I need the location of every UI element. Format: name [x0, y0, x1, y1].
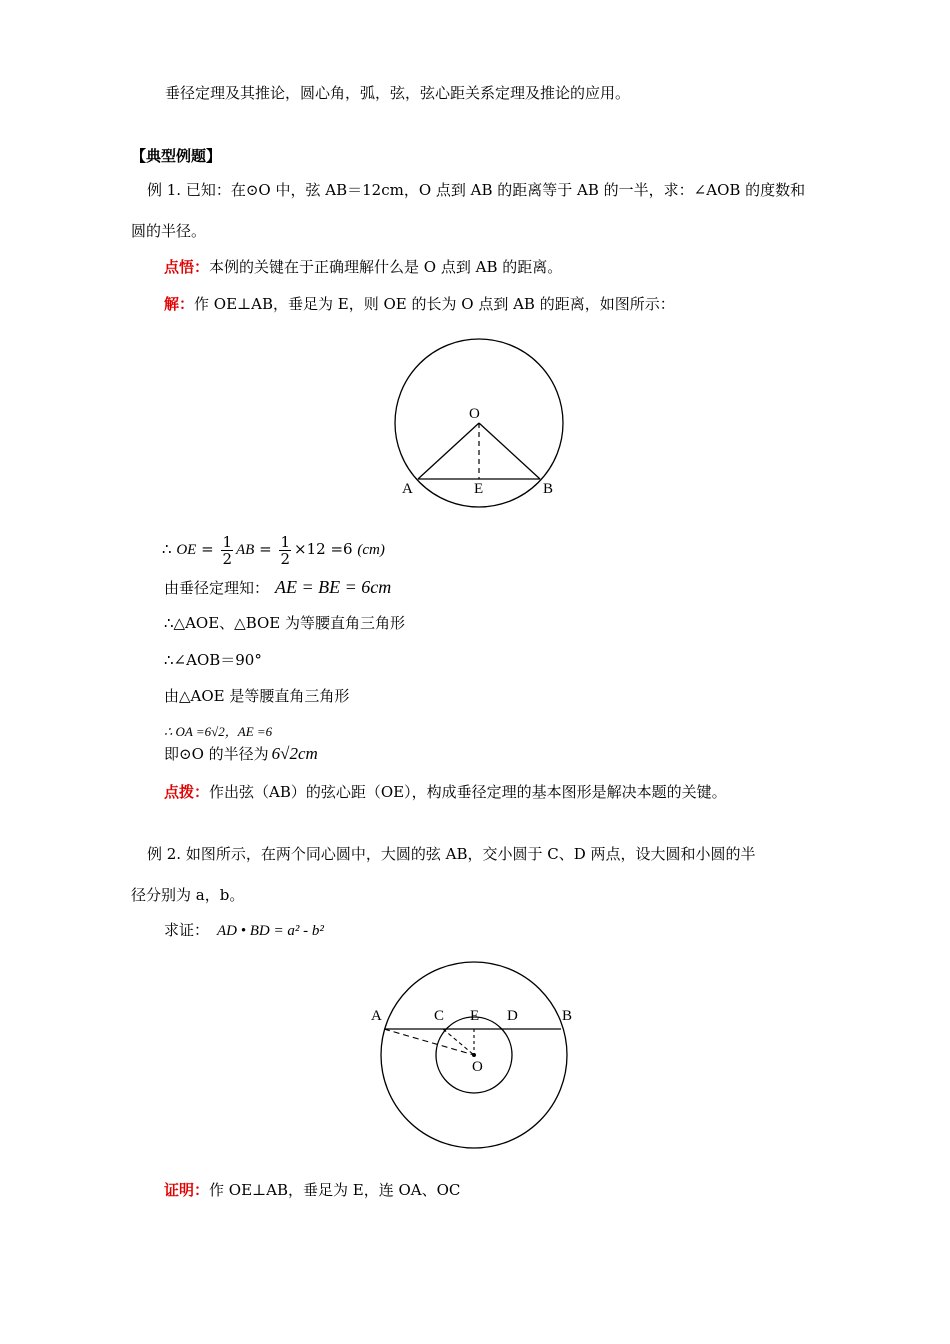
proof-text: 作 OE⊥AB，垂足为 E，连 OA、OC — [209, 1181, 461, 1199]
example1-line1: 例 1. 已知：在⊙O 中，弦 AB＝12cm，O 点到 AB 的距离等于 AB 的一半，求：∠AOB 的度数和 — [147, 181, 806, 199]
step2 — [164, 577, 391, 598]
tip-paragraph — [164, 782, 727, 802]
fraction-half-2: $\frac{1}{2}$ — [280, 532, 291, 568]
label-e-2: E — [470, 1008, 480, 1024]
eq-lhs: OE — [176, 542, 197, 558]
label-a: A — [402, 481, 413, 497]
eq-ab: AB — [236, 542, 255, 558]
eq-unit: (cm) — [357, 542, 385, 558]
eq-sign: = — [201, 540, 214, 558]
label-o: O — [469, 406, 480, 422]
example2-line1: 例 2. 如图所示，在两个同心圆中，大圆的弦 AB，交小圆于 C、D 两点，设大圆和小圆的半 — [147, 845, 756, 863]
step2-math: AE = BE = 6cm — [275, 577, 392, 597]
intro-text: 垂径定理及其推论，圆心角，弧，弦，弦心距关系定理及推论的应用。 — [165, 84, 631, 102]
equation-oe — [162, 532, 385, 568]
section-title: 【典型例题】 — [131, 147, 222, 165]
segment-oc-dashed — [443, 1029, 474, 1055]
example1-line2: 圆的半径。 — [131, 222, 207, 240]
label-b-2: B — [562, 1008, 573, 1024]
tip-text: 作出弦（AB）的弦心距（OE），构成垂径定理的基本图形是解决本题的关键。 — [209, 783, 727, 801]
step4: ∴∠AOB＝90° — [164, 651, 262, 669]
fraction-half-1: $\frac{1}{2}$ — [222, 532, 233, 568]
hint-text: 本例的关键在于正确理解什么是 O 点到 AB 的距离。 — [209, 258, 563, 276]
prove-prefix: 求证： — [164, 921, 210, 939]
step7-math: 6√2cm — [271, 744, 318, 763]
eq-times: ×12 =6 — [294, 540, 353, 558]
solution-label: 解： — [164, 295, 195, 313]
step2-prefix: 由垂径定理知： — [164, 579, 270, 597]
center-dot — [472, 1053, 476, 1057]
label-c: C — [434, 1008, 445, 1024]
prove-math: AD • BD = a² - b² — [217, 923, 324, 939]
segment-oa-dashed — [384, 1029, 474, 1055]
step3: ∴△AOE、△BOE 为等腰直角三角形 — [164, 614, 406, 632]
example2-line2: 径分别为 a，b。 — [131, 886, 245, 904]
label-a-2: A — [371, 1008, 382, 1024]
solution-text: 作 OE⊥AB，垂足为 E，则 OE 的长为 O 点到 AB 的距离，如图所示： — [194, 295, 675, 313]
proof-paragraph — [164, 1180, 460, 1200]
proof-label: 证明： — [164, 1181, 210, 1199]
prove-statement — [164, 920, 324, 941]
label-d: D — [507, 1008, 518, 1024]
hint-label: 点悟： — [164, 258, 210, 276]
segment-ob — [479, 423, 540, 479]
label-o-2: O — [472, 1059, 483, 1075]
eq-sign-2: = — [259, 540, 272, 558]
step6: ∴ OA =6√2，AE =6 — [164, 724, 273, 739]
therefore-symbol: ∴ — [162, 540, 172, 558]
step7 — [164, 744, 318, 764]
tip-label: 点拨： — [164, 783, 210, 801]
step7-prefix: 即⊙O 的半径为 — [164, 745, 269, 763]
segment-oa — [418, 423, 479, 479]
label-e: E — [474, 481, 484, 497]
step5: 由△AOE 是等腰直角三角形 — [164, 687, 350, 705]
label-b: B — [543, 481, 554, 497]
